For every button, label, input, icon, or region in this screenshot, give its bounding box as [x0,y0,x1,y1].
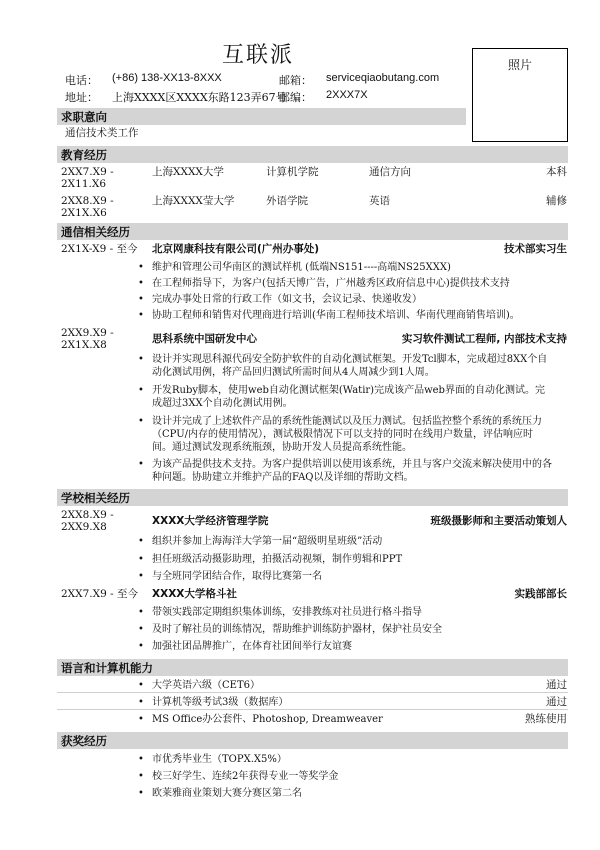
edu-major: 英语 [369,195,390,207]
section-school-experience [57,489,568,506]
edu-college: 外语学院 [266,195,308,207]
school-date-end: 2XX9.X8 [61,521,107,533]
section-title: 学校相关经历 [61,491,130,505]
objective-text: 通信技术类工作 [65,127,139,139]
section-skills [57,659,568,676]
school-date-start: 2XX8.X9 - [61,509,114,521]
section-education [57,146,568,163]
email-value: serviceqiaobutang.com [326,72,440,84]
candidate-name: 互联派 [222,43,295,68]
edu-college: 计算机学院 [266,166,319,178]
edu-degree: 本科 [546,166,567,178]
job-date-start: 2XX9.X9 - [61,327,114,339]
job-date-end: 2X1X.X8 [61,339,107,351]
section-title: 教育经历 [61,148,107,162]
job-date: 2X1X-X9 - 至今 [61,243,138,255]
divider [57,709,568,710]
edu-date-start: 2XX7.X9 - [61,166,114,178]
address-label: 地址： [65,91,98,104]
edu-degree: 辅修 [546,195,567,207]
edu-date-end: 2X1X.X6 [61,207,107,219]
edu-school: 上海XXXX莹大学 [152,195,235,207]
divider [57,692,568,693]
job-company: 思科系统中国研发中心 [152,333,257,345]
job-company: 北京网康科技有限公司(广州办事处) [152,243,320,255]
section-comm-experience [57,223,568,240]
skill-level: 熟练使用 [525,713,567,725]
skill-level: 通过 [546,679,567,691]
job-role: 技术部实习生 [504,243,567,255]
edu-major: 通信方向 [369,166,411,178]
school-org: XXXX大学格斗社 [152,588,237,600]
phone-label: 电话： [65,74,98,87]
job-role: 实习软件测试工程师, 内部技术支持 [401,333,567,345]
photo-label: 照片 [507,58,532,72]
section-awards [57,732,568,749]
section-title: 语言和计算机能力 [61,661,153,675]
edu-date-end: 2X11.X6 [61,178,107,190]
photo-placeholder [472,48,568,142]
zip-label: 邮编： [279,91,312,104]
resume-page: 互联派 照片 电话： (+86) 138-XX13-8XXX 邮箱： serviceqiaobutang.com 地址： 上海XXXX区XXXX东路123弄67号 邮编： 2XXX7X 求职意向 通信技术类工作 教育经历 2XX7.X9 - 2X11.X6 上海XXXX大学 计算机学院 通信方向 本科 2XX8.X9 - 2X1X.X6 上海XXXX莹大学 外语学院 英语 辅修 通信相关经历 2X1X-X9 - 至今 北京网康科技有限公司(广州办事处) 技术部实习生 • 维护和管理公司华南区的测试样机 (低端NS151----高端NS25XXX) • 在工程师指导下，为客户(包括天博广告，广州越秀区政府信息中心)提供技术支持 • 完成办事处日常的行政工作（如文书，会议记录、快递收发） • 协助工程师和销售对代理商进行培训(华南工程师技术培训、华南代理商销售培训)。 2XX9.X9 - 2X1X.X8 思科系统中国研发中心 实习软件测试工程师, 内部技术支持 • 设计并实现思科源代码安全防护软件的自动化测试框架。开发Tcl脚本，完成超过8XX个自动化测试用例，将产品回归测试所需时间从4人周减少到1人周。 • 开发Ruby脚本，使用web自动化测试框架(Watir)完成该产品web界面的自动化测试。完成超过3XX个自动化测试用例。 • 设计并完成了上述软件产品的系统性能测试以及压力测试。包括监控整个系统的系统压力（CPU/内存的使用情况），测试极限情况下可以支持的同时在线用户数量，评估响应时间。通过测试发现系统瓶颈，协助开发人员提高系统性能。 • 为该产品提供技术支持。为客户提供培训以使用该系统，并且与客户交流来解决使用中的各种问题。协助建立并维护产品的FAQ以及详细的帮助文档。 学校相关经历 2XX8.X9 - 2XX9.X8 XXXX大学经济管理学院 班级摄影师和主要活动策划人 • 组织并参加上海海洋大学第一届“超级明星班级”活动 • 担任班级活动摄影助理，拍摄活动视频，制作剪辑和PPT • 与全班同学团结合作，取得比赛第一名 2XX7.X9 - 至今 XXXX大学格斗社 实践部部长 • 带领实践部定期组织集体训练，安排教练对社员进行格斗指导 • 及时了解社员的训练情况，帮助维护训练防护器材，保护社员安全 • 加强社团品牌推广，在体育社团间举行友谊赛 语言和计算机能力 • 大学英语六级（CET6） 通过 • 计算机等级考试3级（数据库） 通过 • MS Office办公套件、Photoshop, Dreamweaver 熟练使用 获奖经历 • 市优秀毕业生（TOPX.X5%） • 校三好学生、连续2年获得专业一等奖学金 • 欧莱雅商业策划大赛分赛区第二名 [0,0,600,850]
email-label: 邮箱： [279,74,312,87]
school-date: 2XX7.X9 - 至今 [61,588,139,600]
section-title: 通信相关经历 [61,225,130,239]
school-role: 实践部部长 [514,588,567,600]
skill-level: 通过 [546,696,567,708]
section-title: 求职意向 [61,110,107,124]
section-title: 获奖经历 [61,734,107,748]
section-objective [57,108,466,125]
address-value: 上海XXXX区XXXX东路123弄67号 [112,91,287,104]
school-org: XXXX大学经济管理学院 [152,515,269,527]
edu-date-start: 2XX8.X9 - [61,195,114,207]
edu-school: 上海XXXX大学 [152,166,224,178]
phone-value: (+86) 138-XX13-8XXX [112,72,222,84]
school-role: 班级摄影师和主要活动策划人 [430,515,567,527]
zip-value: 2XXX7X [326,89,368,101]
